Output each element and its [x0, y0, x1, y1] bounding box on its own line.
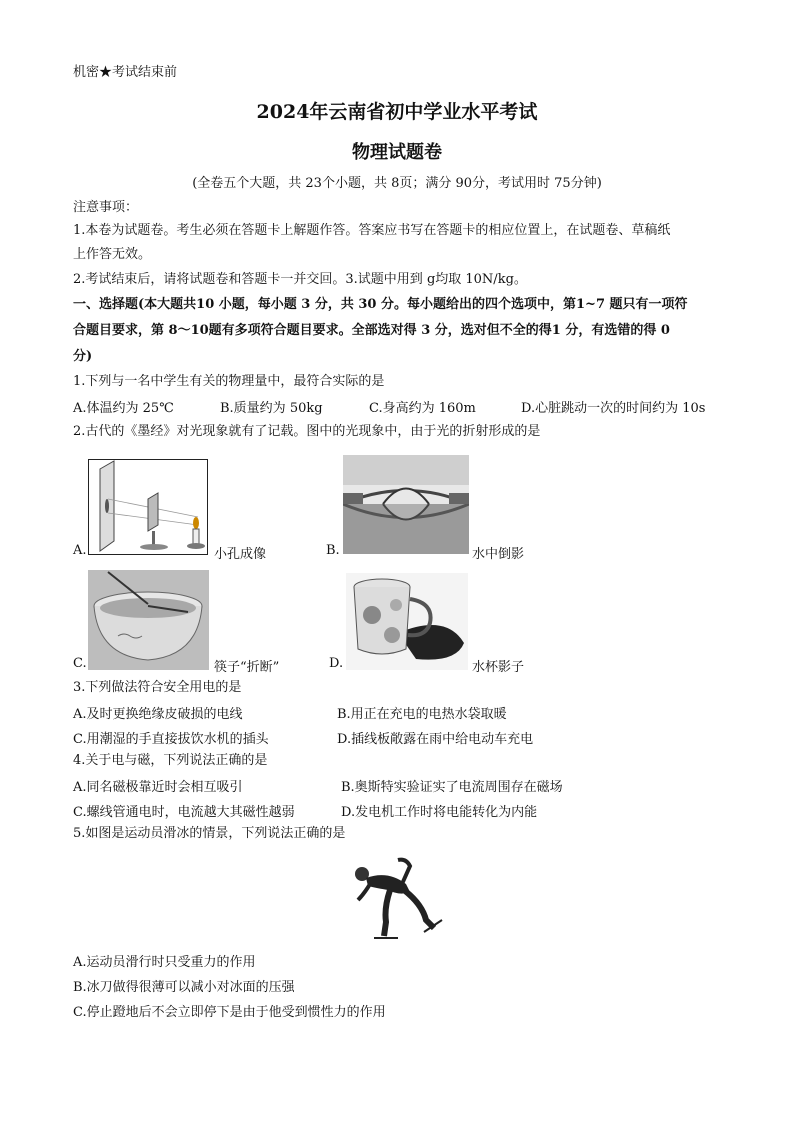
section-1-heading-end: 分) [73, 349, 93, 364]
question-3-option-a: A.及时更换绝缘皮破损的电线 [73, 707, 243, 722]
exam-title: 2024年云南省初中学业水平考试 [256, 101, 538, 123]
pinhole-imaging-figure [88, 459, 208, 555]
question-1-option-b: B.质量约为 50kg [220, 401, 323, 416]
question-5-option-a: A.运动员滑行时只受重力的作用 [73, 955, 256, 970]
question-4-option-c: C.螺线管通电时，电流越大其磁性越弱 [73, 805, 295, 820]
exam-subtitle: 物理试题卷 [352, 142, 442, 163]
question-1-option-c: C.身高约为 160m [369, 401, 476, 416]
question-5-option-b: B.冰刀做得很薄可以减小对冰面的压强 [73, 980, 295, 995]
question-3-option-b: B.用正在充电的电热水袋取暖 [337, 707, 507, 722]
notice-item-1: 1.本卷为试题卷。考生必须在答题卡上解题作答。答案应书写在答题卡的相应位置上，在试题卷、草稿纸 [73, 223, 671, 238]
question-5-option-c: C.停止蹬地后不会立即停下是由于他受到惯性力的作用 [73, 1005, 386, 1020]
question-5-stem: 5.如图是运动员滑冰的情景，下列说法正确的是 [73, 826, 346, 841]
question-4-option-a: A.同名磁极靠近时会相互吸引 [73, 780, 243, 795]
question-2-option-c-caption: 筷子“折断” [214, 660, 280, 675]
section-1-heading: 一、选择题(本大题共10 小题，每小题 3 分，共 30 分。每小题给出的四个选项中，第1~7 题只有一项符 [73, 297, 688, 312]
question-2-stem: 2.古代的《墨经》对光现象就有了记载。图中的光现象中，由于光的折射形成的是 [73, 424, 541, 439]
question-2-option-b-caption: 水中倒影 [472, 547, 525, 562]
question-1-stem: 1.下列与一名中学生有关的物理量中，最符合实际的是 [73, 374, 385, 389]
question-2-option-a-caption: 小孔成像 [214, 547, 267, 562]
chopsticks-bowl-figure [88, 570, 209, 670]
question-3-option-d: D.插线板敞露在雨中给电动车充电 [337, 732, 534, 747]
notice-item-1-cont: 上作答无效。 [73, 247, 152, 262]
confidential-label: 机密★考试结束前 [73, 65, 178, 80]
question-2-option-d-caption: 水杯影子 [472, 660, 525, 675]
question-4-stem: 4.关于电与磁，下列说法正确的是 [73, 753, 268, 768]
notice-item-2: 2.考试结束后，请将试题卷和答题卡一并交回。3.试题中用到 g均取 10N/kg。 [73, 272, 527, 287]
cup-shadow-figure [346, 573, 468, 670]
question-3-stem: 3.下列做法符合安全用电的是 [73, 680, 242, 695]
notice-heading: 注意事项： [73, 200, 139, 215]
question-2-option-c-letter: C. [73, 656, 87, 671]
question-4-option-d: D.发电机工作时将电能转化为内能 [341, 805, 538, 820]
speed-skater-figure [340, 848, 444, 946]
question-2-option-b-letter: B. [326, 543, 340, 558]
section-1-heading-cont: 合题目要求，第 8～10题有多项符合题目要求。全部选对得 3 分，选对但不全的得1 分，有选错的得 0 [73, 323, 670, 338]
question-3-option-c: C.用潮湿的手直接拔饮水机的插头 [73, 732, 269, 747]
question-1-option-a: A.体温约为 25℃ [73, 401, 174, 416]
question-4-option-b: B.奥斯特实验证实了电流周围存在磁场 [341, 780, 563, 795]
question-1-option-d: D.心脏跳动一次的时间约为 10s [521, 401, 706, 416]
question-2-option-d-letter: D. [329, 656, 344, 671]
exam-info: (全卷五个大题，共 23个小题，共 8页；满分 90分，考试用时 75分钟) [192, 176, 602, 191]
question-2-option-a-letter: A. [73, 543, 87, 558]
bridge-reflection-figure [343, 455, 469, 554]
